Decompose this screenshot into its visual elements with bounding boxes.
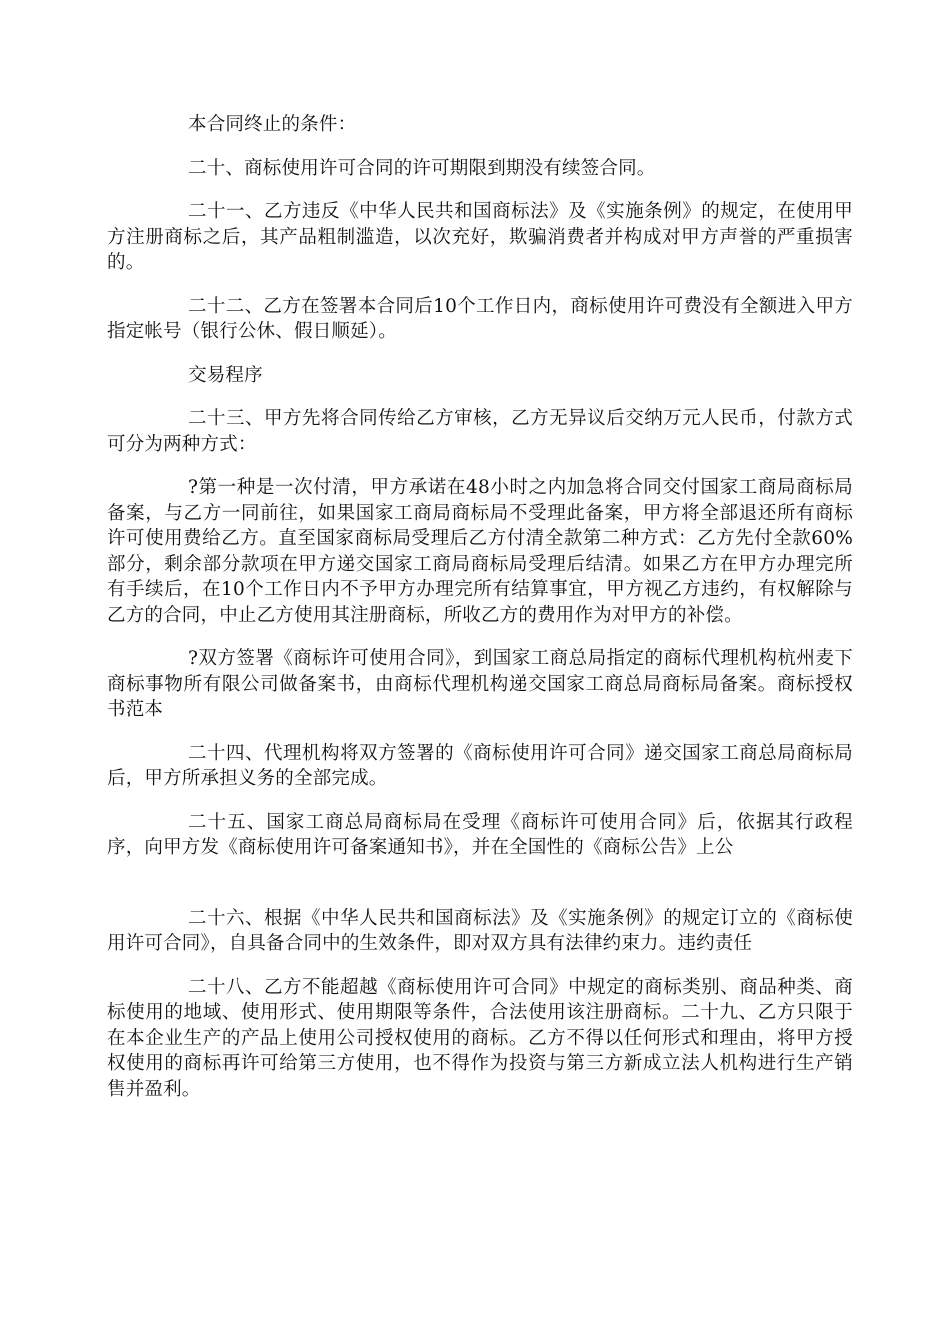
paragraph-clause-23: 二十三、甲方先将合同传给乙方审核，乙方无异议后交纳万元人民币，付款方式可分为两种方式： (107, 408, 853, 455)
paragraph-clause-21: 二十一、乙方违反《中华人民共和国商标法》及《实施条例》的规定，在使用甲方注册商标之后，其产品粗制滥造，以次充好，欺骗消费者并构成对甲方声誉的严重损害的。 (107, 201, 853, 273)
paragraph-payment-method-one: ?第一种是一次付清，甲方承诺在48小时之内加急将合同交付国家工商局商标局备案，与乙方一同前往，如果国家工商局商标局不受理此备案，甲方将全部退还所有商标许可使用费给乙方。直至国家商标局受理后乙方付清全款第二种方式：乙方先付全款60%部分，剩余部分款项在甲方递交国家工商局商标局受理后结清。如果乙方在甲方办理完所有手续后，在10个工作日内不予甲方办理完所有结算事宜，甲方视乙方违约，有权解除与乙方的合同，中止乙方使用其注册商标，所收乙方的费用作为对甲方的补偿。 (107, 477, 853, 626)
paragraph-termination-heading: 本合同终止的条件： (188, 114, 357, 135)
paragraph-clause-22: 二十二、乙方在签署本合同后10个工作日内，商标使用许可费没有全额进入甲方指定帐号（银行公休、假日顺延）。 (107, 295, 853, 342)
document-body (107, 112, 853, 1120)
paragraph-clause-24: 二十四、代理机构将双方签署的《商标使用许可合同》递交国家工商总局商标局后，甲方所承担义务的全部完成。 (107, 742, 853, 789)
paragraph-signing: ?双方签署《商标许可使用合同》，到国家工商总局指定的商标代理机构杭州麦下商标事物所有限公司做备案书，由商标代理机构递交国家工商总局商标局备案。商标授权书范本 (107, 648, 853, 720)
paragraph-clause-20: 二十、商标使用许可合同的许可期限到期没有续签合同。 (188, 157, 656, 179)
paragraph-clause-26: 二十六、根据《中华人民共和国商标法》及《实施条例》的规定订立的《商标使用许可合同》，自具备合同中的生效条件，即对双方具有法律约束力。违约责任 (107, 907, 853, 954)
paragraph-clause-28: 二十八、乙方不能超越《商标使用许可合同》中规定的商标类别、商品种类、商标使用的地域、使用形式、使用期限等条件，合法使用该注册商标。二十九、乙方只限于在本企业生产的产品上使用公司授权使用的商标。乙方不得以任何形式和理由，将甲方授权使用的商标再许可给第三方使用，也不得作为投资与第三方新成立法人机构进行生产销售并盈利。 (107, 976, 853, 1100)
paragraph-clause-25: 二十五、国家工商总局商标局在受理《商标许可使用合同》后，依据其行政程序，向甲方发《商标使用许可备案通知书》，并在全国性的《商标公告》上公 (107, 811, 853, 858)
paragraph-transaction-heading: 交易程序 (188, 364, 263, 386)
